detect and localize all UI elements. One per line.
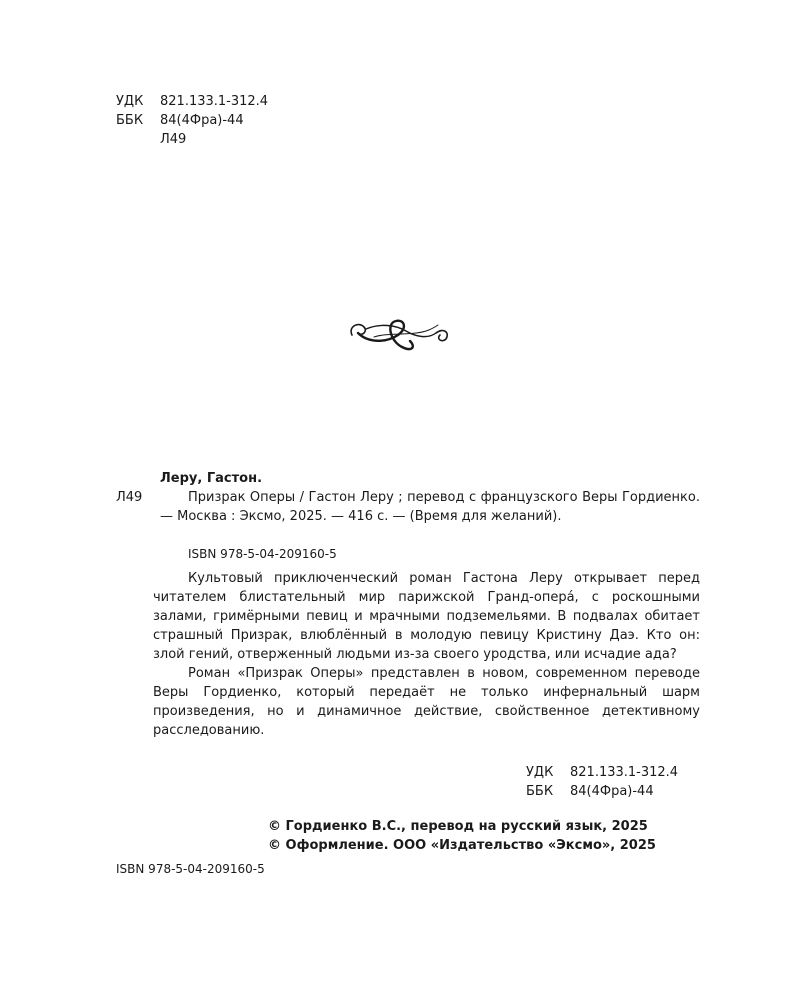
top-classification-codes xyxy=(116,92,268,149)
top-bbk-row xyxy=(116,111,268,130)
catalog-author-mark: Л49 xyxy=(116,490,143,505)
udk-value: 821.133.1-312.4 xyxy=(570,765,679,780)
copyright-notices xyxy=(268,817,656,855)
footer-isbn: ISBN 978-5-04-209160-5 xyxy=(116,862,265,876)
bottom-udk-row xyxy=(526,763,678,782)
author-mark: Л49 xyxy=(160,132,187,147)
bbk-label: ББК xyxy=(526,784,554,799)
udk-value: 821.133.1-312.4 xyxy=(160,94,269,109)
bbk-value: 84(4Фра)-44 xyxy=(160,113,244,128)
udk-label: УДК xyxy=(526,765,554,780)
annotation-paragraph-2: Роман «Призрак Оперы» представлен в новом, современном переводе Веры Гордиенко, который передаёт не только инфернальный шарм произведения, но и динамичное действие, свойственное детективному расследованию. xyxy=(153,666,700,738)
copyright-design: © Оформление. ООО «Издательство «Эксмо», 2025 xyxy=(268,838,656,853)
description-text: Призрак Оперы / Гастон Леру ; перевод с французского Веры Гордиенко. — Москва : Эксмо, 2025. — 416 с. — (Время для желаний). xyxy=(160,490,700,524)
flourish-icon xyxy=(346,313,454,357)
top-udk-row xyxy=(116,92,268,111)
bottom-classification-codes xyxy=(526,763,678,801)
copyright-translation: © Гордиенко В.С., перевод на русский язык, 2025 xyxy=(268,819,648,834)
bbk-value: 84(4Фра)-44 xyxy=(570,784,654,799)
bottom-bbk-row xyxy=(526,782,678,801)
author-heading: Леру, Гастон. xyxy=(160,471,263,486)
catalog-isbn: ISBN 978-5-04-209160-5 xyxy=(188,547,337,561)
bbk-label: ББК xyxy=(116,113,144,128)
annotation-paragraph-1: Культовый приключенческий роман Гастона Леру открывает перед читателем блистательный мир парижской Гранд-опера́, с роскошными залами, гримёрными певиц и мрачными подземельями. В подвалах обитает страшный Призрак, влюблённый в молодую певицу Кристину Даэ. Кто он: злой гений, отверженный людьми из-за своего уродства, или исчадие ада? xyxy=(153,571,700,662)
annotation xyxy=(153,569,700,740)
udk-label: УДК xyxy=(116,94,144,109)
bibliographic-description xyxy=(160,488,700,526)
